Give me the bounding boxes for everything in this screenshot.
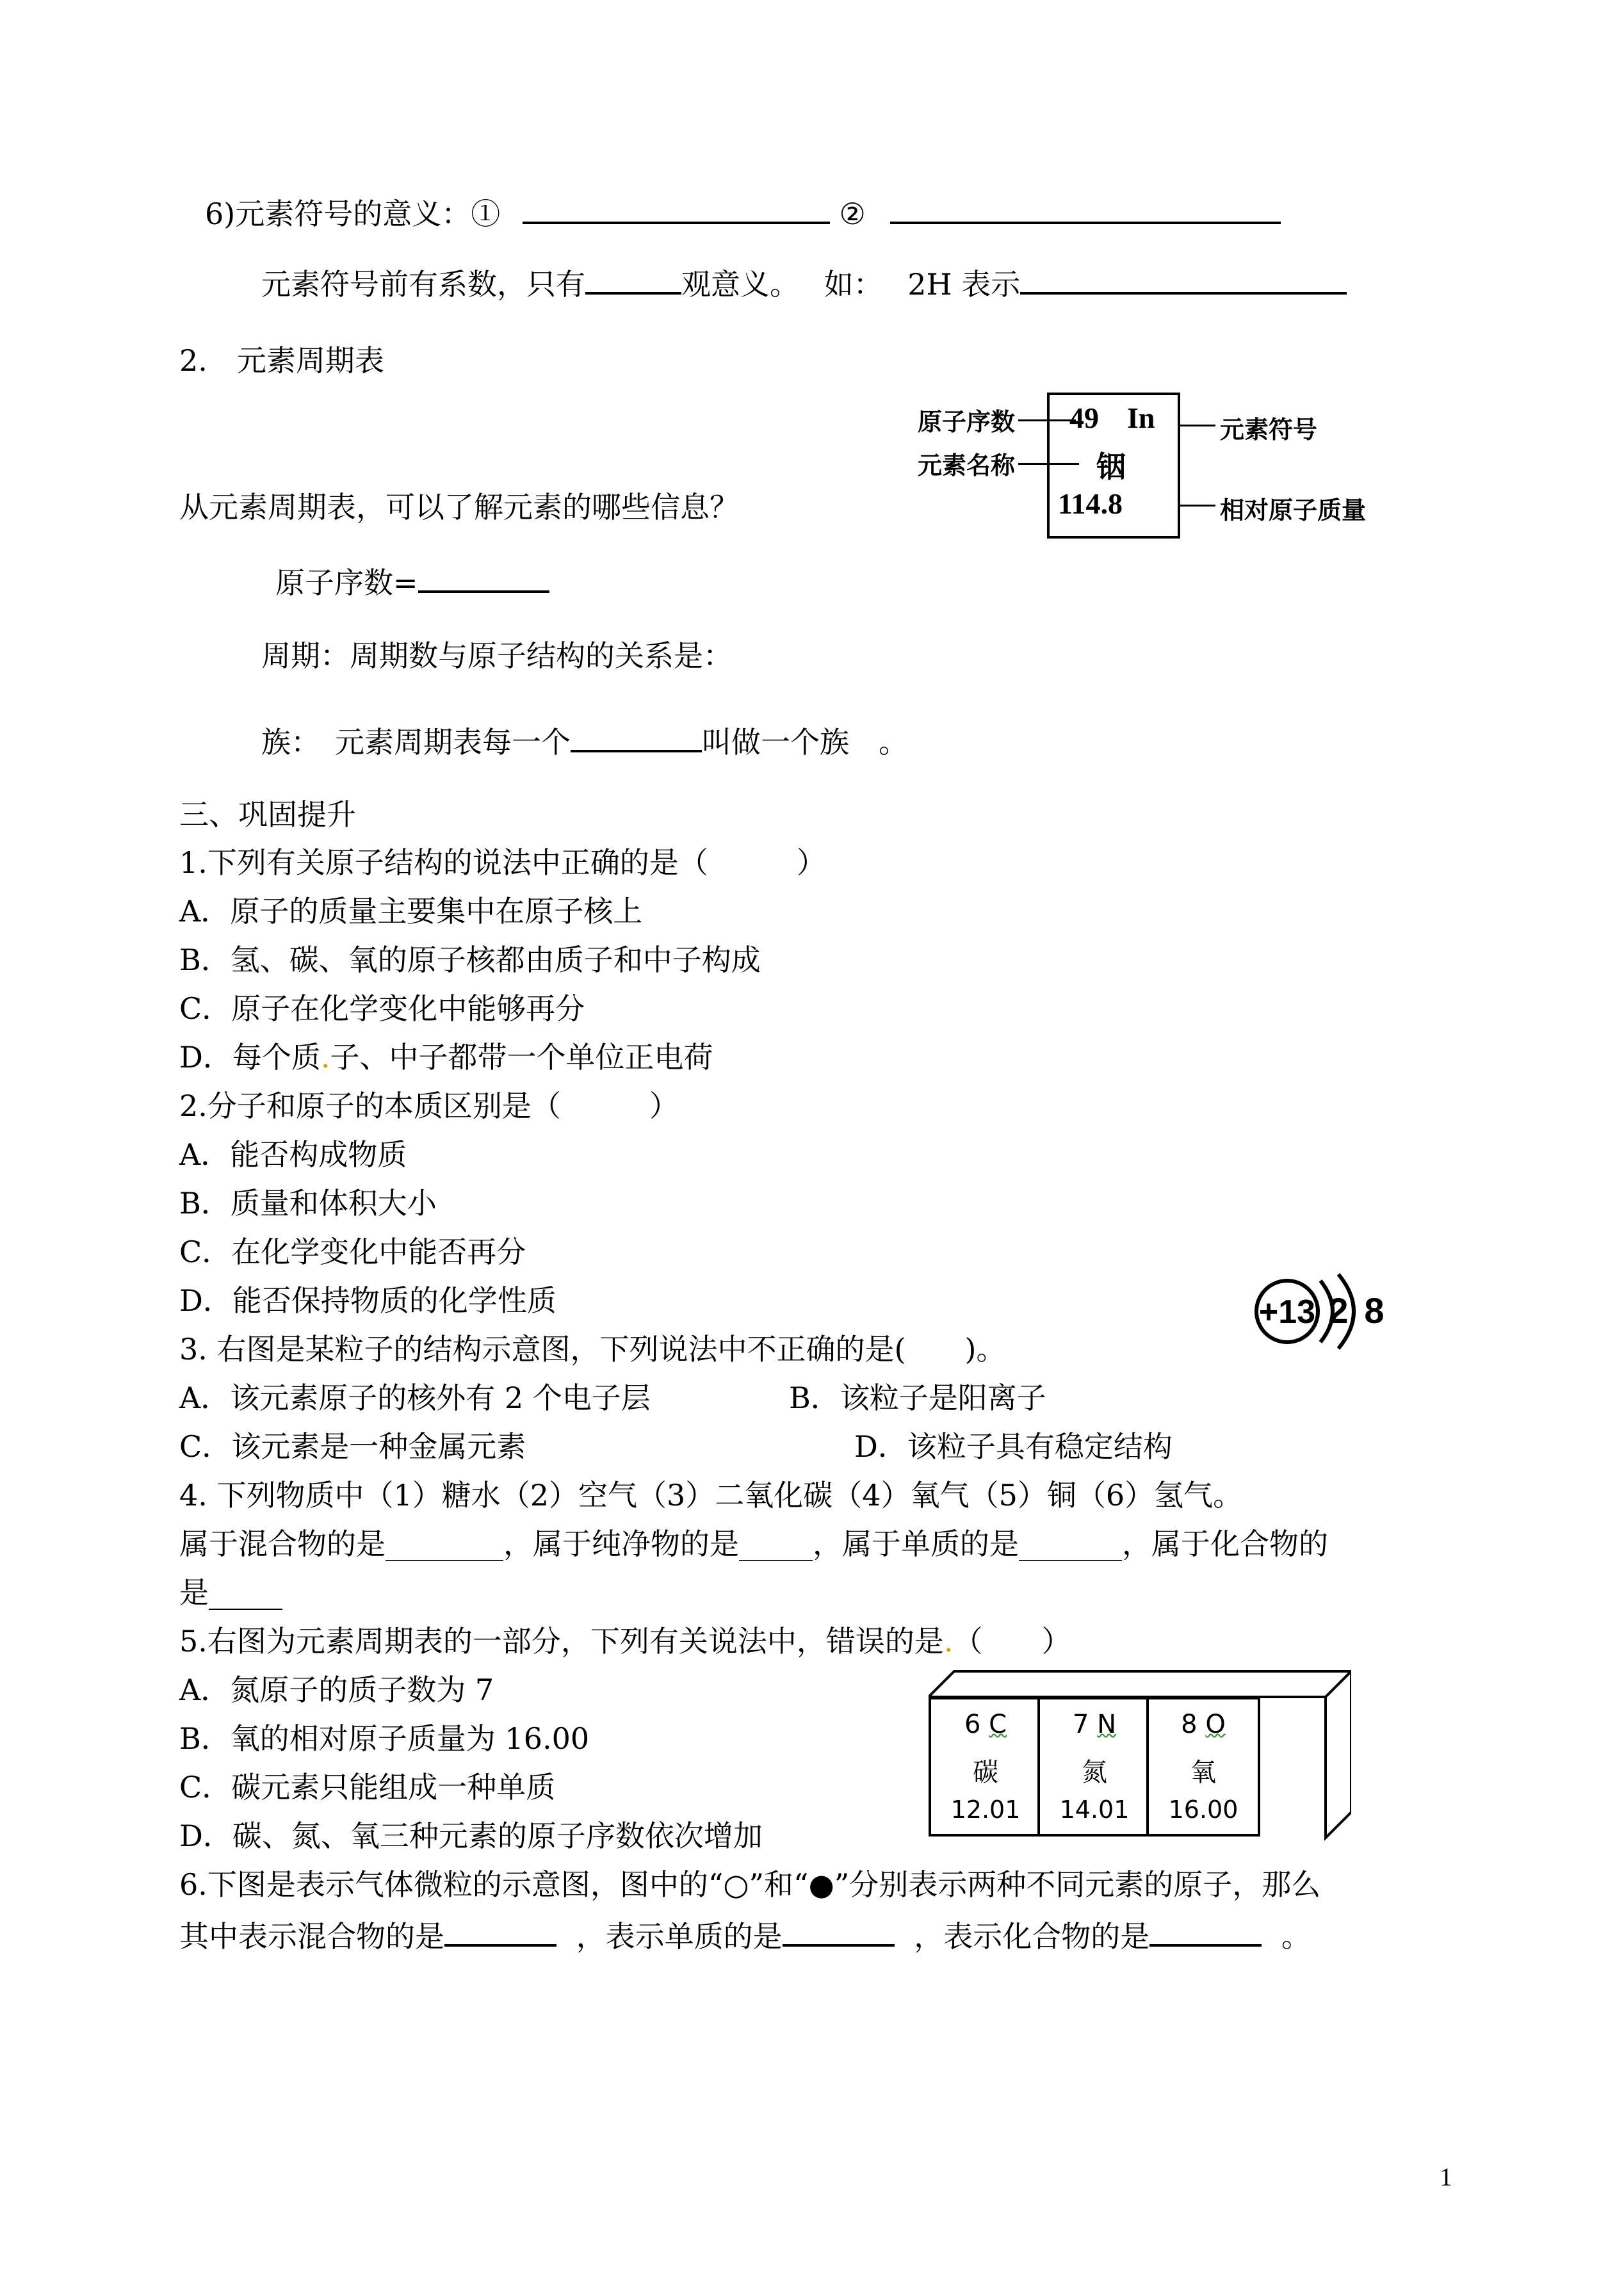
q1-option-a[interactable]: A．原子的质量主要集中在原子核上 (179, 894, 643, 929)
q3-option-d[interactable]: D．该粒子具有稳定结构 (854, 1429, 1173, 1464)
shell-2-electrons: 8 (1364, 1290, 1384, 1331)
strip-cell-nitrogen (1037, 1697, 1151, 1837)
strip-cell-oxygen (1146, 1697, 1260, 1837)
cell-carbon-symbol: C (989, 1710, 1007, 1739)
text-example: 如： (824, 267, 883, 302)
q1-option-d[interactable] (179, 1040, 713, 1075)
q2-stem: 2.分子和原子的本质区别是（ ） (179, 1089, 679, 1123)
q1-option-c[interactable]: C．原子在化学变化中能够再分 (179, 991, 585, 1026)
line-group (261, 722, 908, 760)
blank-group[interactable] (571, 722, 702, 752)
cell-oxygen-mass: 16.00 (1168, 1796, 1238, 1824)
q4-stem: 4. 下列物质中（1）糖水（2）空气（3）二氧化碳（4）氧气（5）铜（6）氢气。 (179, 1478, 1243, 1512)
q5-stem-paren: （ ） (953, 1624, 1071, 1658)
blank-meaning-1[interactable] (523, 193, 830, 224)
cell-oxygen-symbol: O (1205, 1710, 1226, 1739)
cell-oxygen-name: 氧 (1190, 1758, 1216, 1787)
element-name: 铟 (1096, 450, 1126, 484)
element-symbol: In (1127, 401, 1155, 434)
element-mass: 114.8 (1058, 487, 1123, 520)
heading-periodic-table: 2. 元素周期表 (179, 343, 384, 378)
blank-atomic-number[interactable] (418, 562, 549, 593)
periodic-table-strip (929, 1665, 1351, 1844)
q6-element-text: ，表示单质的是 (576, 1919, 783, 1954)
q2-option-c[interactable]: C．在化学变化中能否再分 (179, 1235, 526, 1269)
text-2h: 2H 表示 (907, 267, 1021, 302)
cell-carbon-header: 6 C (964, 1710, 1007, 1739)
q6-end: 。 (1281, 1919, 1311, 1954)
cell-oxygen-header: 8 O (1181, 1710, 1226, 1739)
q3-option-b[interactable]: B．该粒子是阳离子 (789, 1381, 1046, 1415)
cell-nitrogen-name: 氮 (1082, 1758, 1107, 1787)
section-title: 三、巩固提升 (179, 797, 356, 832)
text-symbol-meaning: 6)元素符号的意义：① (205, 197, 501, 231)
leader-element-name (1018, 463, 1079, 465)
label-relative-mass: 相对原子质量 (1220, 496, 1367, 524)
element-cell-figure (906, 383, 1406, 543)
q3-option-a[interactable]: A．该元素原子的核外有 2 个电子层 (179, 1381, 651, 1415)
q1-option-d-part1: D．每个质 (179, 1040, 321, 1075)
blank-q6-element[interactable] (783, 1916, 895, 1947)
label-element-name: 元素名称 (918, 451, 1016, 480)
cell-nitrogen-symbol: N (1097, 1710, 1117, 1739)
q6-compound-text: ，表示化合物的是 (914, 1919, 1150, 1954)
label-element-symbol: 元素符号 (1220, 416, 1318, 444)
q2-option-b[interactable]: B．质量和体积大小 (179, 1186, 437, 1220)
q5-option-d[interactable]: D．碳、氮、氧三种元素的原子序数依次增加 (179, 1819, 763, 1853)
blank-2h[interactable] (1020, 264, 1347, 295)
q5-stem (179, 1624, 1071, 1659)
particle-structure-diagram (1249, 1255, 1396, 1370)
q3-stem: 3. 右图是某粒子的结构示意图，下列说法中不正确的是( )。 (179, 1332, 1006, 1366)
blank-q6-compound[interactable] (1149, 1916, 1262, 1947)
line-symbol-meaning (205, 193, 1281, 232)
strip-cell-carbon (929, 1697, 1043, 1837)
text-coefficient: 元素符号前有系数，只有 (261, 267, 585, 302)
text-atomic-number: 原子序数= (275, 565, 418, 600)
line-period: 周期：周期数与原子结构的关系是： (261, 638, 733, 673)
cell-carbon-mass: 12.01 (950, 1796, 1021, 1824)
q1-stem: 1.下列有关原子结构的说法中正确的是（ ） (179, 845, 826, 880)
leader-atomic-number (1018, 419, 1076, 421)
line-coefficient (261, 264, 1347, 302)
q2-option-a[interactable]: A．能否构成物质 (179, 1137, 407, 1172)
page-number: 1 (1440, 2162, 1452, 2191)
shell-1-electrons: 2 (1328, 1290, 1349, 1331)
q6-line-2 (179, 1916, 1311, 1954)
blank-coefficient[interactable] (585, 264, 681, 295)
leader-mass (1180, 505, 1215, 507)
q4-line-3: 是_____ (179, 1575, 282, 1610)
cell-nitrogen-mass: 14.01 (1059, 1796, 1130, 1824)
q3-option-c[interactable]: C．该元素是一种金属元素 (179, 1429, 526, 1464)
line-atomic-number (275, 562, 549, 601)
leader-symbol (1180, 425, 1215, 426)
q5-stem-text: 5.右图为元素周期表的一部分，下列有关说法中，错误的是 (179, 1624, 944, 1658)
blank-meaning-2[interactable] (890, 193, 1281, 224)
q1-option-d-part2: 子、中子都带一个单位正电荷 (330, 1040, 713, 1075)
cell-carbon-name: 碳 (973, 1758, 998, 1787)
q1-option-d-dot: . (320, 1040, 330, 1075)
q1-option-b[interactable]: B．氢、碳、氧的原子核都由质子和中子构成 (179, 943, 761, 977)
text-group: 族： 元素周期表每一个 (261, 725, 571, 759)
q5-option-c[interactable]: C．碳元素只能组成一种单质 (179, 1770, 556, 1804)
text-macro-meaning: 观意义。 (681, 267, 799, 302)
q5-stem-dot: . (943, 1624, 954, 1658)
q6-mixture-text: 其中表示混合物的是 (179, 1919, 444, 1954)
question-info: 从元素周期表，可以了解元素的哪些信息？ (179, 490, 739, 524)
cell-nitrogen-header: 7 N (1072, 1710, 1117, 1739)
element-number: 49 (1069, 401, 1099, 434)
q5-option-b[interactable]: B．氧的相对原子质量为 16.00 (179, 1721, 590, 1756)
q2-option-d[interactable]: D．能否保持物质的化学性质 (179, 1283, 556, 1318)
q5-option-a[interactable]: A．氮原子的质子数为 7 (179, 1673, 494, 1707)
q6-line-1: 6.下图是表示气体微粒的示意图，图中的“○”和“●”分别表示两种不同元素的原子，那么 (179, 1867, 1321, 1902)
text-circle-2: ② (839, 197, 866, 231)
blank-q6-mixture[interactable] (444, 1916, 556, 1947)
text-group-end: 叫做一个族 。 (702, 725, 908, 759)
label-atomic-number: 原子序数 (918, 408, 1016, 436)
nucleus-charge: +13 (1258, 1293, 1316, 1331)
q4-line-2: 属于混合物的是________，属于纯净物的是_____，属于单质的是_______，属于化合物的 (179, 1527, 1328, 1561)
